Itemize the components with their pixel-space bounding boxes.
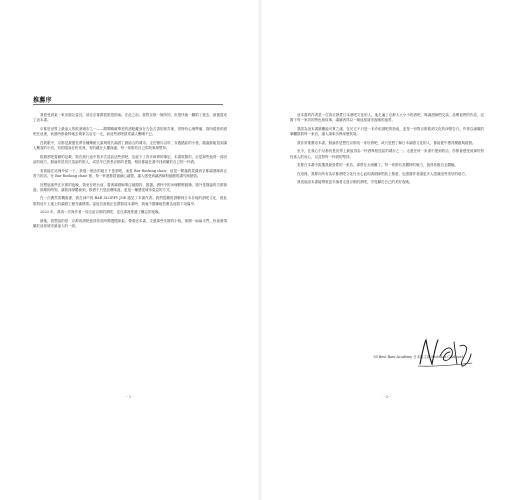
paragraph: 根據酒吧書籍的記載，我在旅行途中曾多次造訪這些酒吧，也留下了許多珍貴的筆記。本書收錄的，正是那些值得一再回訪的地方。無論你是初次造訪的旅人，或是早已熟悉京都的老饕，相信都能在書中找到屬於自己的一杯酒。 [33,154,227,165]
paragraph: 我非常推薦這本書，無論你是想在京都找一家好酒吧，或只是想了解日本調酒文化的人，都能從中獲得樂趣與啟發。 [297,140,476,145]
signature-caption: 50 Best Bars Academy 日本區主席 Nicholas Coldicott [373,355,463,359]
paragraph: 若我能在這裡介紹一下，我第一個去的地方不是酒吧，而是 Bar Rocking chair，這是一間讓我見識到京都調酒師真正實力的店。在 Bar Rocking chair 裡，每一杯酒都經過細心調製，讓人感受到調酒師對細節的講究與熱情。 [33,168,227,179]
paragraph: 在一次偶然的機會裡，我在神戶的 BAR SLOPPY JOE 遇見了本書作者。我們從雞尾酒聊到日本各地的酒吧文化，彼此都對這片土地上的調酒工藝充滿熱情。當他告訴我正在撰寫這本書時，我毫不猶豫地答應為他寫下這篇序。 [33,196,227,206]
left-body-text [33,113,227,233]
paragraph: 我祝福這本書能帶領更多讀者走進京都的酒吧，享受屬於自己的美好夜晚。 [297,180,413,185]
paragraph: 回想起那些在京都的夜晚，我坐在吧台前，看著調酒師專注地攪拌、搖盪，酒杯中的冰塊輕輕碰撞，窗外是靜謐的古都街道。那樣的時刻，讓我深深體會到，飲酒不只是品嚐味道，更是一種感受城市氣息的方式。 [33,182,227,192]
title-divider [33,104,223,105]
paragraph: 若要在本書中挑選我最喜愛的一家店，那實在太困難了。每一家都有其獨特的魅力，值得你親自去體驗。 [297,163,458,168]
right-body-text [290,113,484,189]
paragraph: 2023 年，我再一次與作者一同走訪京都的酒吧，並在那裡度過了難忘的夜晚。 [40,210,163,215]
paragraph: 我曾受到某一家出版社委託，前往京都撰寫旅遊指南。在此之前，我對京都一無所知，但很快就一腳陷了進去，最後寫成了這本書。 [33,113,227,123]
paragraph: 京都是世界上最迷人的飲酒城市之一——間間精緻華美的酒吧藏身在古色古香的巷弄裡，常特有心理準備，我所經營的酒吧在這裡，前進時都會特地去幾家名店走一走，而這些酒吧經常讓人驚嘆不已。 [33,126,227,137]
paragraph: 最後，我想說的是：京都的酒吧值得你花時間慢慢探索。帶著這本書，走進那些安靜的小巷，推開一扇扇木門，你會發現屬於這座城市最迷人的一面。 [33,218,227,229]
page-number: - 1 - [126,395,134,399]
handwritten-signature [414,336,474,370]
preface-title: 推薦序 [33,97,52,104]
paragraph: 在我眼中，京都是最擅長將各種傳統元素與現代調酒工藝結合的城市。走在鴨川沿岸、穿過錯綜的小巷，隨處都能找到讓人驚喜的小店，有的隱身在町家裡，有的藏在大樓深處，每一家都有自己的故事與堅持。 [33,140,227,151]
paragraph: 這本書的作者是一位真正熱愛日本酒吧文化的人。他走遍了京都大大小小的酒吧，與調酒師們交談，品嚐他們的作品，記錄下每一家店的特色與故事，讓讀者得以一窺這座城市夜晚的風景。 [290,113,484,123]
paragraph: 我認為這本書最難能可貴之處，在於它不只是一本介紹酒吧的指南，更是一份對京都飲酒文化的深情告白。作者以細膩的筆觸描寫每一家店，讓人讀來彷彿身歷其境。 [290,126,484,137]
paragraph: 至今，在我心中京都仍是世界上最值得為一杯酒專程造訪的城市之一。走進任何一家書中提到的店，你都會感受到那份對待客人的用心，以及對每一杯酒的堅持。 [290,149,484,159]
page-number: - 2 - [383,395,391,399]
right-page [260,0,520,500]
paragraph: 在這裡，我要向所有為京都酒吧文化付出心血的調酒師們致上敬意，也感謝作者讓更多人認識這些美好的地方。 [297,171,469,176]
